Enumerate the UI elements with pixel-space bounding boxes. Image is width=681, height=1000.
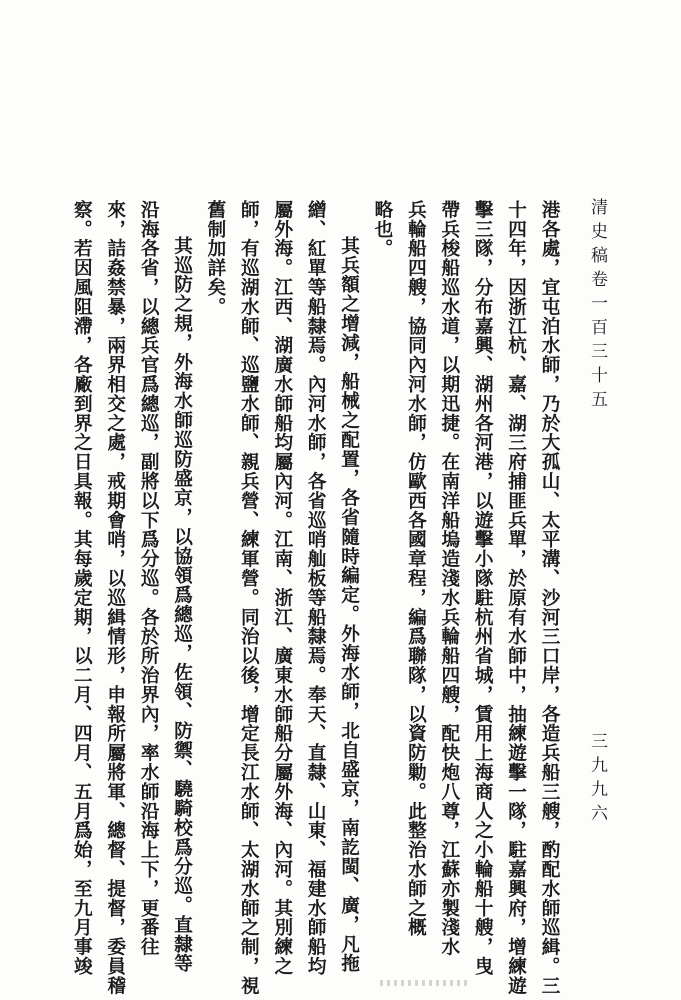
text-column: 沿海各省，以總兵官爲總巡，副將以下爲分巡。各於所治界內，率水師沿海上下，更番往 xyxy=(138,200,160,957)
text-column: 其兵額之增減，船械之配置，各省隨時編定。外海水師，北自盛京，南訖閩、廣，凡拖 xyxy=(338,236,360,974)
text-column: 擊三隊，分布嘉興、湖州各河港，以遊擊小隊駐杭州省城，賃用上海商人之小輪船十艘，曳 xyxy=(472,200,494,976)
text-column: 兵輪船四艘，協同內河水師，仿歐西各國章程，編爲聯隊，以資防勦。此整治水師之概 xyxy=(405,200,427,938)
body-text xyxy=(65,200,566,996)
text-column: 舊制加詳矣。 xyxy=(204,200,226,317)
text-column: 其巡防之規，外海水師巡防盛京，以協領爲總巡，佐領、防禦、驍騎校爲分巡。直隸等 xyxy=(171,236,193,974)
scan-artifact xyxy=(380,980,468,986)
text-column: 師，有巡湖水師、巡鹽水師、親兵營、練軍營。同治以後，增定長江水師、太湖水師之制，視 xyxy=(238,200,260,996)
text-column: 繒、紅單等船隸焉。內河水師，各省巡哨舢板等船隸焉。奉天、直隸、山東、福建水師船均 xyxy=(305,200,327,976)
text-column: 來，詰姦禁暴，兩界相交之處，戒期會哨，以巡緝情形，申報所屬將軍、總督、提督，委員稽 xyxy=(104,200,126,996)
text-column: 略也。 xyxy=(371,200,393,259)
text-column: 帶兵梭船巡水道，以期迅捷。在南洋船塢造淺水兵輪船四艘，配快炮八尊，江蘇亦製淺水 xyxy=(438,200,460,957)
text-column: 屬外海。江西、湖廣水師船均屬內河。江南、浙江、廣東水師船分屬外海、內河。其別練之 xyxy=(271,200,293,976)
book-title: 清史稿卷一百三十五 xyxy=(587,198,607,414)
page-number: 三九九六 xyxy=(587,732,607,828)
text-column: 港各處，宜屯泊水師，乃於大孤山、太平溝、沙河三口岸，各造兵船三艘，酌配水師巡緝。三 xyxy=(539,200,560,996)
text-column: 十四年，因浙江杭、嘉、湖三府捕匪兵單，於原有水師中，抽練遊擊一隊，駐嘉興府，增練遊 xyxy=(505,200,527,996)
text-column: 察。若因風阻滯，各廠到界之日具報。其每歲定期，以二月、四月、五月爲始，至九月事竣 xyxy=(71,200,93,976)
